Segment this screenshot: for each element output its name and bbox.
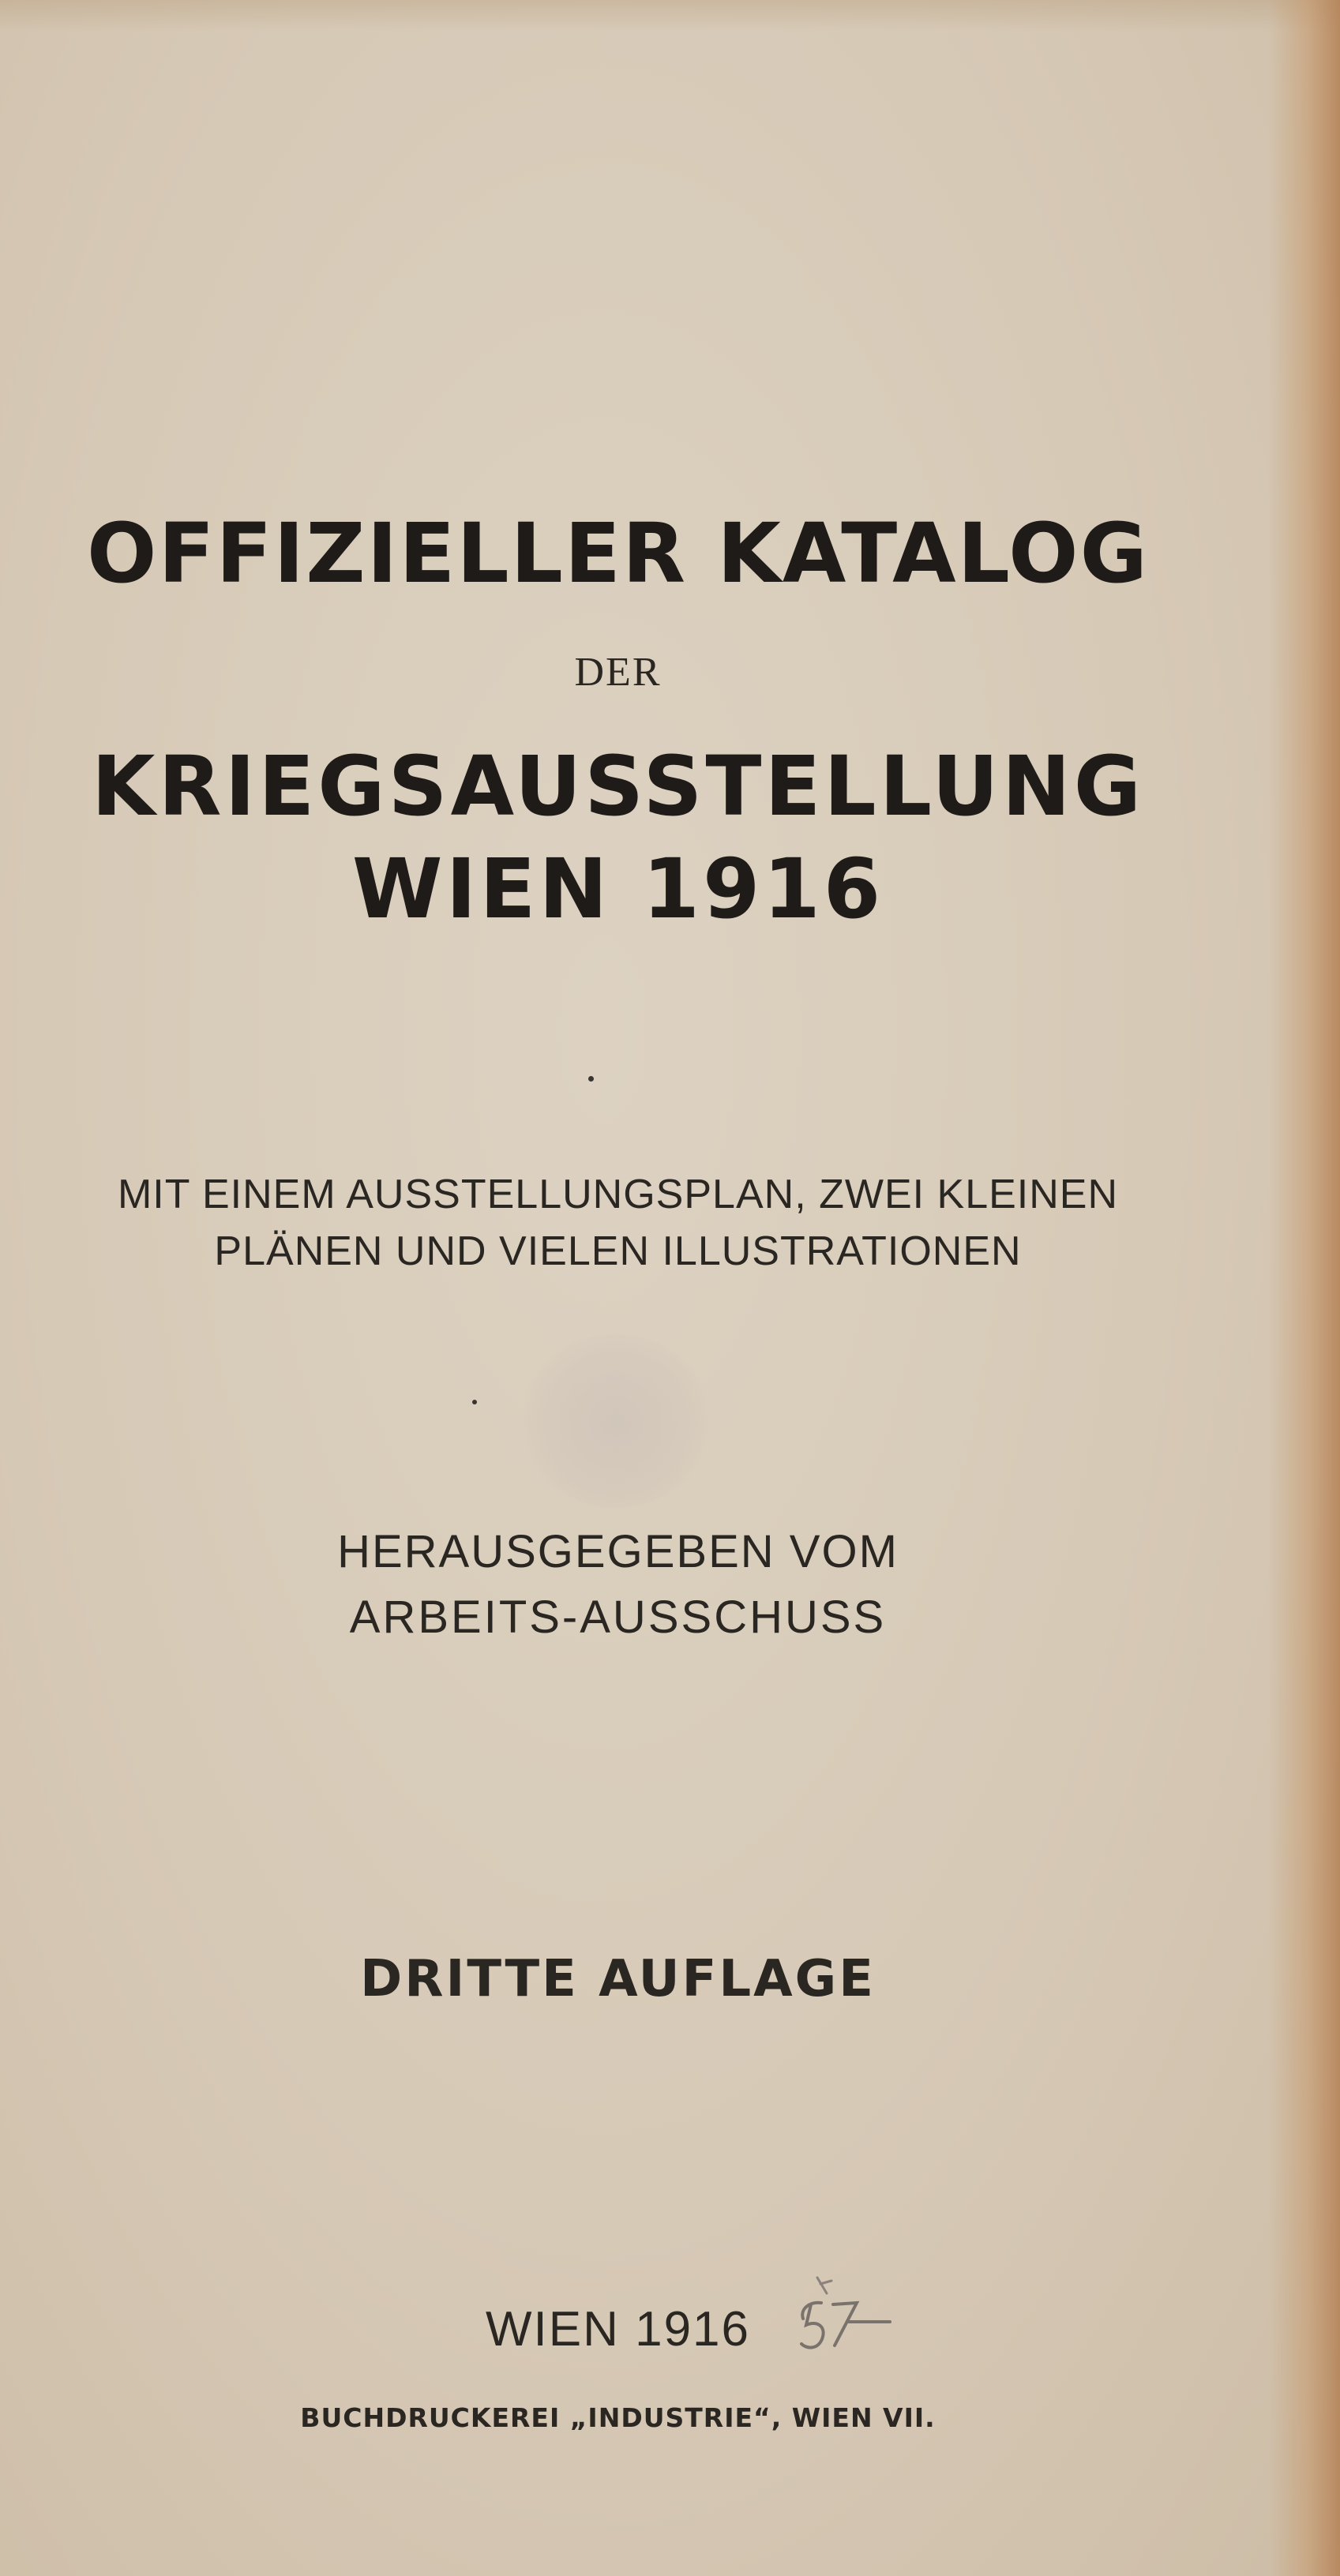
publisher-line-1: HERAUSGEGEBEN VOM <box>337 1526 899 1577</box>
faint-library-stamp <box>521 1334 711 1508</box>
ink-speck <box>588 1076 594 1082</box>
imprint-place-year: WIEN 1916 <box>485 2302 751 2357</box>
title-line-place-year: WIEN 1916 <box>351 841 884 937</box>
title-line-catalog: OFFIZIELLER KATALOG <box>87 505 1149 602</box>
handwritten-pencil-note <box>786 2270 896 2388</box>
paper-edge-right-stain <box>1269 0 1340 2576</box>
subtitle-line-1: MIT EINEM AUSSTELLUNGSPLAN, ZWEI KLEINEN <box>117 1172 1119 1217</box>
paper-edge-top <box>0 0 1340 32</box>
printer-imprint: BUCHDRUCKEREI „INDUSTRIE“, WIEN VII. <box>300 2402 936 2433</box>
subtitle-line-2: PLÄNEN UND VIELEN ILLUSTRATIONEN <box>214 1228 1022 1274</box>
title-line-der: DER <box>574 650 662 695</box>
ink-speck <box>472 1400 477 1404</box>
publisher-line-2: ARBEITS-AUSSCHUSS <box>349 1592 887 1643</box>
title-line-exhibition: KRIEGSAUSSTELLUNG <box>91 738 1145 834</box>
edition-label: DRITTE AUFLAGE <box>360 1950 876 2008</box>
